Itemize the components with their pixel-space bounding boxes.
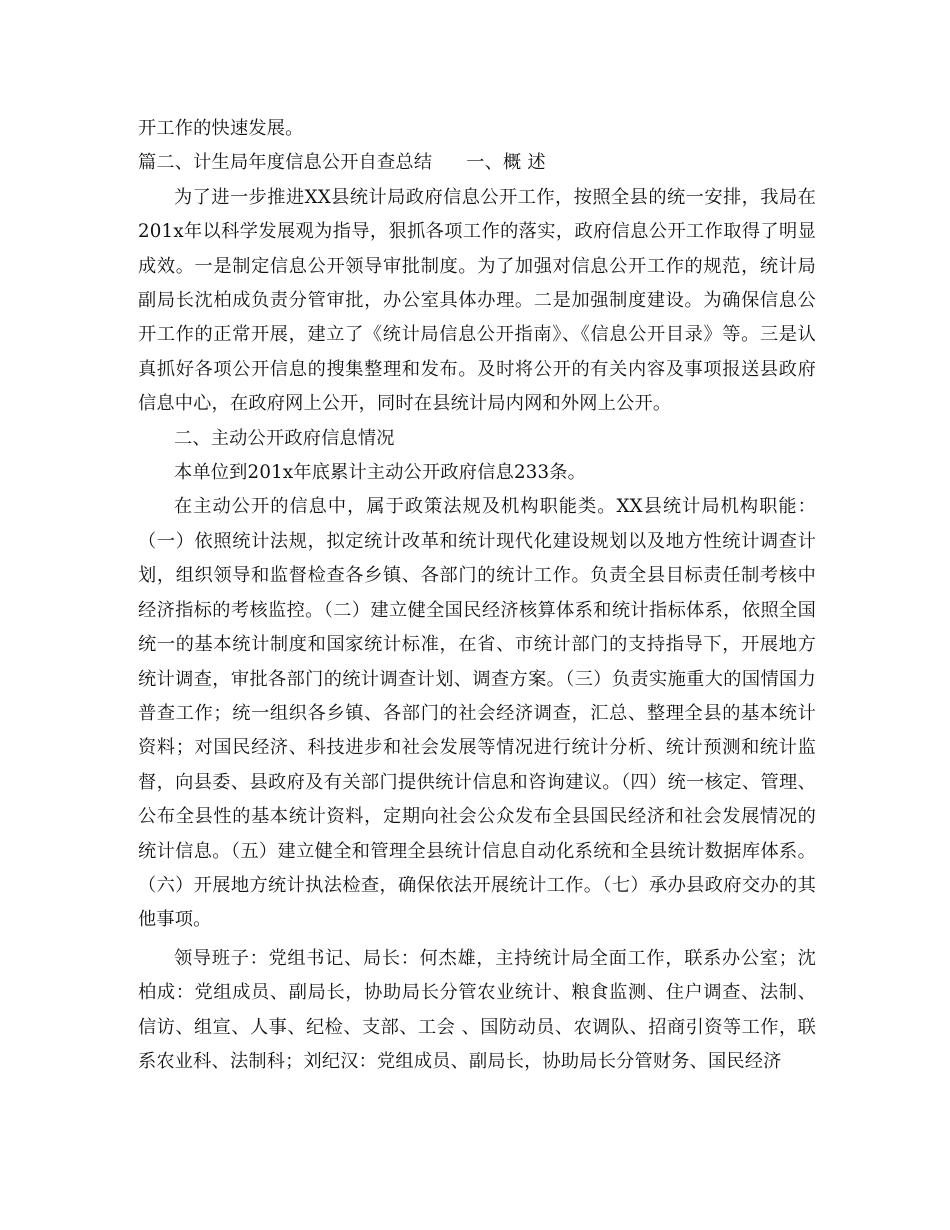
document-page [138,112,816,1079]
section-title: 篇二、计生局年度信息公开自查总结 [138,152,433,174]
section-subtitle: 一、概 述 [466,152,546,174]
paragraph-heading-2: 二、主动公开政府信息情况 [174,427,395,449]
paragraph-functions: 在主动公开的信息中，属于政策法规及机构职能类。XX县统计局机构职能：（一）依照统计法规，拟定统计改革和统计现代化建设规划以及地方性统计调查计划，组织领导和监督检查各乡镇、各部门的统计工作。负责全县目标责任制考核中经济指标的考核监控。（二）建立健全国民经济核算体系和统计指标体系，依照全国统一的基本统计制度和国家统计标准，在省、市统计部门的支持指导下，开展地方统计调查，审批各部门的统计调查计划、调查方案。（三）负责实施重大的国情国力普查工作；统一组织各乡镇、各部门的社会经济调查，汇总、整理全县的基本统计资料；对国民经济、科技进步和社会发展等情况进行统计分析、统计预测和统计监督，向县委、县政府及有关部门提供统计信息和咨询建议。（四）统一核定、管理、公布全县性的基本统计资料，定期向社会公众发布全县国民经济和社会发展情况的统计信息。（五）建立健全和管理全县统计信息自动化系统和全县统计数据库体系。（六）开展地方统计执法检查，确保依法开展统计工作。（七）承办县政府交办的其他事项。 [138,496,816,931]
paragraph-count: 本单位到201x年底累计主动公开政府信息233条。 [174,462,587,484]
paragraph-leadership: 领导班子：党组书记、局长：何杰雄，主持统计局全面工作，联系办公室；沈柏成：党组成员、副局长，协助局长分管农业统计、粮食监测、住户调查、法制、信访、组宣、人事、纪检、支部、工会 、国防动员、农调队、招商引资等工作，联系农业科、法制科；刘纪汉：党组成员、副局长，协助局长分管财务、国民经济 [138,947,816,1072]
paragraph-overview: 为了进一步推进XX县统计局政府信息公开工作，按照全县的统一安排，我局在201x年以科学发展观为指导，狠抓各项工作的落实，政府信息公开工作取得了明显成效。一是制定信息公开领导审批制度。为了加强对信息公开工作的规范，统计局副局长沈柏成负责分管审批，办公室具体办理。二是加强制度建设。为确保信息公开工作的正常开展，建立了《统计局信息公开指南》、《信息公开目录》等。三是认真抓好各项公开信息的搜集整理和发布。及时将公开的有关内容及事项报送县政府信息中心，在政府网上公开，同时在县统计局内网和外网上公开。 [138,186,816,415]
section-heading [138,146,816,180]
continuation-line: 开工作的快速发展。 [138,118,304,139]
